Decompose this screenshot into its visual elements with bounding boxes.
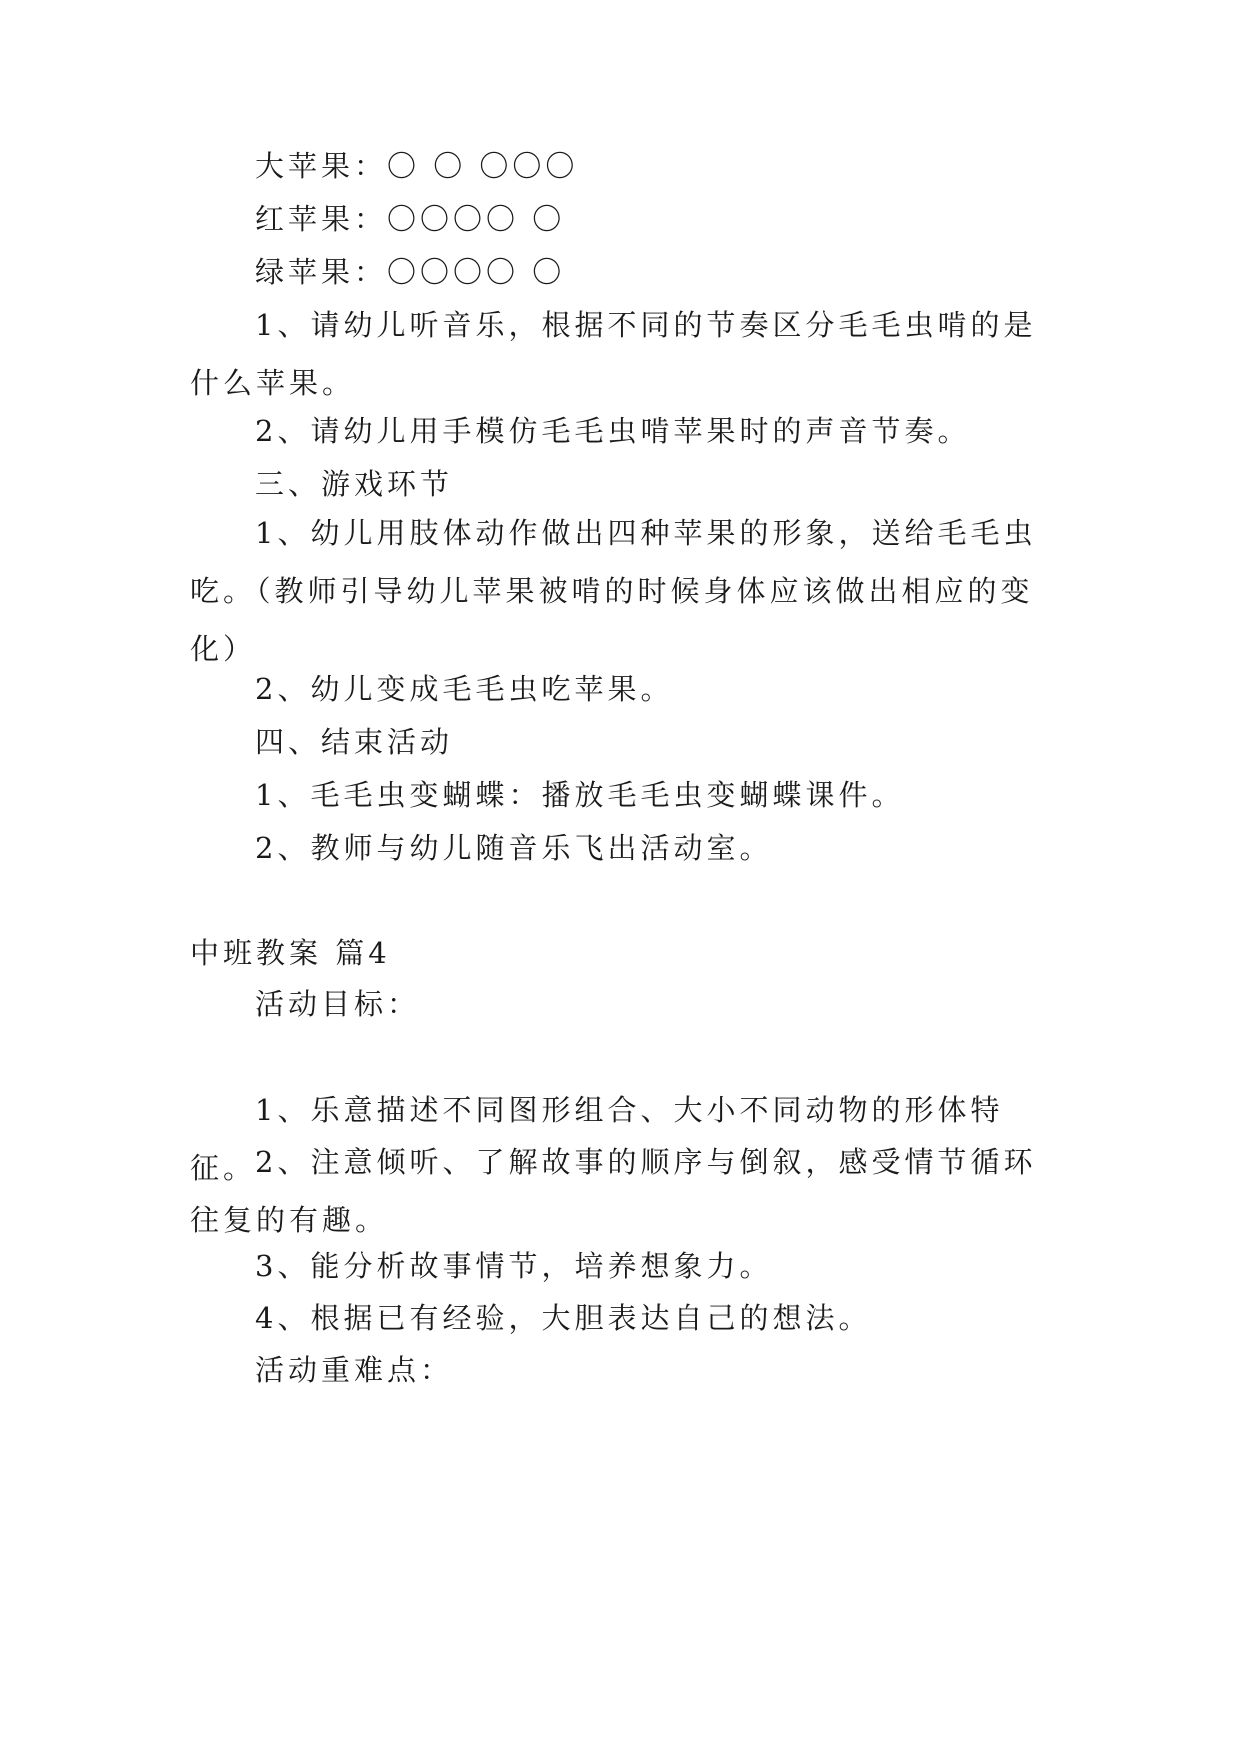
goal-3-paragraph: 3、能分析故事情节，培养想象力。: [255, 1249, 773, 1283]
goal-4-paragraph: 4、根据已有经验，大胆表达自己的想法。: [255, 1301, 872, 1335]
end-1-paragraph: 1、毛毛虫变蝴蝶：播放毛毛虫变蝴蝶课件。: [255, 778, 905, 812]
game-2-paragraph: 2、幼儿变成毛毛虫吃苹果。: [255, 672, 674, 706]
green-apple-rhythm: 绿苹果：〇〇〇〇 〇: [255, 255, 566, 289]
step-2-paragraph: 2、请幼儿用手模仿毛毛虫啃苹果时的声音节奏。: [255, 414, 971, 448]
section-4-heading: 四、结束活动: [255, 725, 454, 759]
big-apple-rhythm: 大苹果：〇 〇 〇〇〇: [255, 149, 579, 183]
goals-title: 活动目标：: [255, 987, 421, 1021]
end-2-paragraph: 2、教师与幼儿随音乐飞出活动室。: [255, 831, 773, 865]
difficulty-title: 活动重难点：: [255, 1353, 454, 1387]
section-3-heading: 三、游戏环节: [255, 467, 454, 501]
lesson-heading: 中班教案 篇4: [190, 936, 391, 970]
step-1-paragraph: 1、请幼儿听音乐，根据不同的节奏区分毛毛虫啃的是什么苹果。: [190, 308, 1037, 400]
goal-2-paragraph: 2、注意倾听、了解故事的顺序与倒叙，感受情节循环往复的有趣。: [190, 1145, 1037, 1237]
red-apple-rhythm: 红苹果：〇〇〇〇 〇: [255, 202, 566, 236]
game-1-paragraph: 1、幼儿用肢体动作做出四种苹果的形象，送给毛毛虫吃。（教师引导幼儿苹果被啃的时候身体应该做出相应的变化）: [190, 516, 1037, 666]
goal-1-paragraph: 1、乐意描述不同图形组合、大小不同动物的形体特征。: [190, 1093, 1004, 1185]
